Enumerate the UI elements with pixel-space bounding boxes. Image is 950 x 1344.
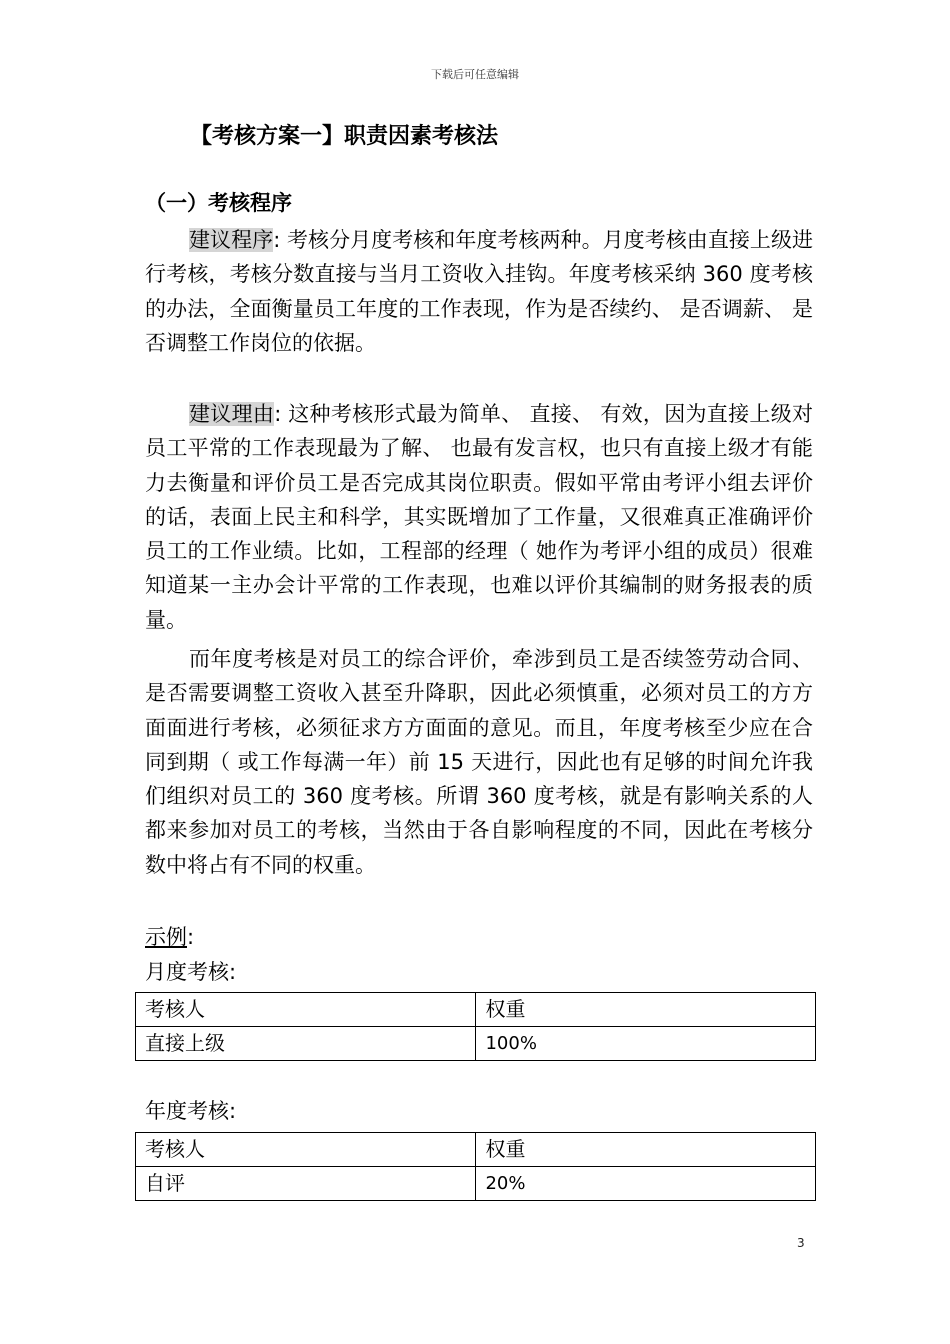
table-header-row — [136, 993, 816, 1027]
paragraph-rationale — [145, 397, 813, 637]
section-heading: （一）考核程序 — [145, 191, 292, 215]
table-cell: 直接上级 — [136, 1027, 476, 1061]
table-header-cell: 权重 — [476, 993, 816, 1027]
highlight-label: 建议程序 — [189, 228, 274, 252]
example-text: 示例 — [145, 925, 187, 949]
table-header-cell: 考核人 — [136, 993, 476, 1027]
example-label — [145, 922, 194, 952]
document-title: 【考核方案一】职责因素考核法 — [190, 124, 499, 149]
paragraph-text: : 这种考核形式最为简单、 直接、 有效，因为直接上级对员工平常的工作表现最为了解、 也最有发言权，也只有直接上级才有能力去衡量和评价员工是否完成其岗位职责。假如平常由考评小组去评价的话，表面上民主和科学，其实既增加了工作量，又很难真正准确评价员工的工作业绩。比如，工程部的经理（ 她作为考评小组的成员）很难知道某一主办会计平常的工作表现，也难以评价其编制的财务报表的质量。 — [145, 402, 813, 632]
table-row — [136, 1167, 816, 1201]
annual-table — [135, 1132, 816, 1201]
page-number: 3 — [797, 1236, 805, 1250]
paragraph-procedure — [145, 223, 813, 360]
table-header-row — [136, 1133, 816, 1167]
highlight-label: 建议理由 — [189, 402, 275, 426]
header-note: 下载后可任意编辑 — [431, 68, 519, 81]
monthly-table — [135, 992, 816, 1061]
monthly-label: 月度考核: — [145, 960, 237, 984]
table-row — [136, 1027, 816, 1061]
table-header-cell: 考核人 — [136, 1133, 476, 1167]
annual-label: 年度考核: — [145, 1099, 237, 1123]
paragraph-text: : 考核分月度考核和年度考核两种。月度考核由直接上级进行考核，考核分数直接与当月工资收入挂钩。年度考核采纳 360 度考核的办法，全面衡量员工年度的工作表现，作为是否续约、 是否调薪、 是否调整工作岗位的依据。 — [145, 228, 814, 355]
example-colon: : — [187, 925, 195, 949]
table-header-cell: 权重 — [476, 1133, 816, 1167]
table-cell: 20% — [476, 1167, 816, 1201]
paragraph-annual: 而年度考核是对员工的综合评价，牵涉到员工是否续签劳动合同、 是否需要调整工资收入甚至升降职，因此必须慎重，必须对员工的方方面面进行考核，必须征求方方面面的意见。而且，年度考核至少应在合同到期（ 或工作每满一年）前 15 天进行，因此也有足够的时间允许我们组织对员工的 360 度考核。所谓 360 度考核，就是有影响关系的人都来参加对员工的考核，当然由于各自影响程度的不同，因此在考核分数中将占有不同的权重。 — [145, 647, 813, 877]
table-cell: 自评 — [136, 1167, 476, 1201]
table-cell: 100% — [476, 1027, 816, 1061]
